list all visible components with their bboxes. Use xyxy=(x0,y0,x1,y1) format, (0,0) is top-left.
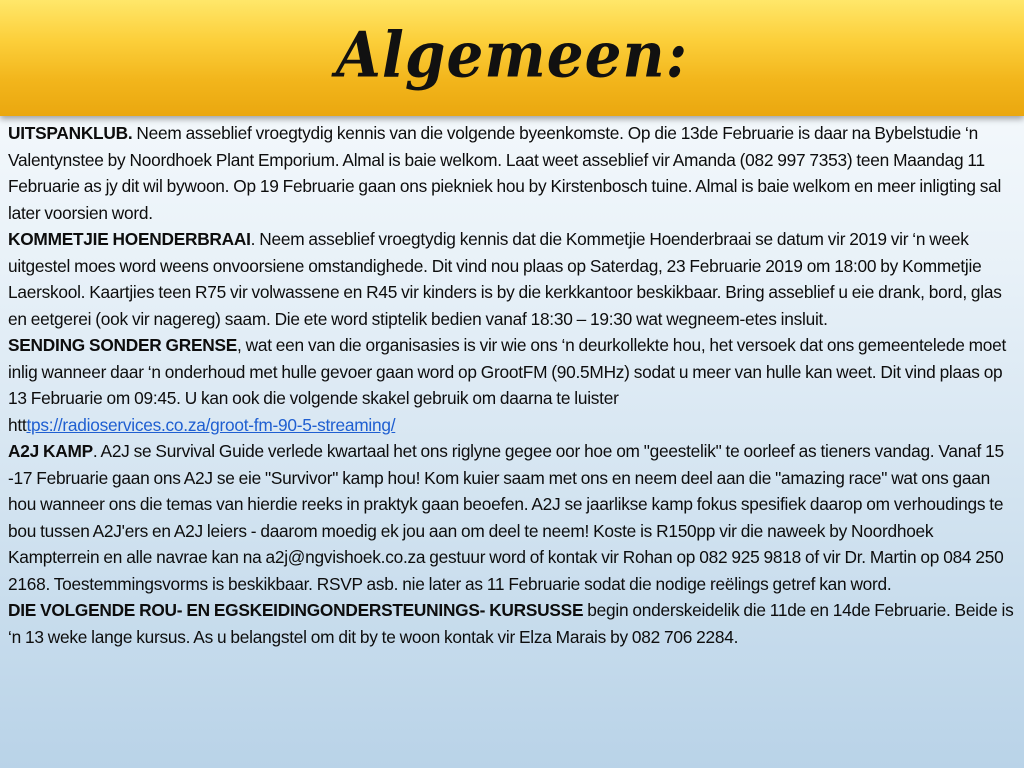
announcement-heading: A2J KAMP xyxy=(8,441,93,461)
page-title: Algemeen: xyxy=(335,18,689,92)
announcement-hoenderbraai xyxy=(8,226,1018,332)
announcements-body xyxy=(8,120,1018,650)
announcement-heading: UITSPANKLUB. xyxy=(8,123,133,143)
announcement-text: . A2J se Survival Guide verlede kwartaal het ons riglyne gegee oor hoe om "geestelik" te oorleef as tieners vandag. Vanaf 15 -17 Februarie gaan ons A2J se eie "Survivor" kamp hou! Kom kuier saam met ons en neem deel aan die "amazing race" wat ons gaan hou wanneer ons die temas van hierdie reeks in praktyk gaan beoefen. A2J se jaarlikse kamp fokus spesifiek daarop om verhoudings te bou tussen A2J'ers en A2J leiers - daarom moedig ek jou aan om deel te neem! Koste is R150pp vir die naweek by Noordhoek Kampterrein en alle navrae kan na a2j@ngvishoek.co.za gestuur word of kontak vir Rohan op 082 925 9818 of vir Dr. Martin op 084 250 2168. Toestemmingsvorms is beskikbaar. RSVP asb. nie later as 11 Februarie sodat die nodige reëlings getref kan word. xyxy=(8,441,1004,594)
link-prefix: htt xyxy=(8,414,27,435)
title-banner xyxy=(0,0,1024,116)
announcement-uitspanklub xyxy=(8,120,1018,226)
announcement-text: Neem asseblief vroegtydig kennis van die volgende byeenkomste. Op die 13de Februarie is daar na Bybelstudie ‘n Valentynstee by Noordhoek Plant Emporium. Almal is baie welkom. Laat weet asseblief vir Amanda (082 997 7353) teen Maandag 11 Februarie as jy dit wil bywoon. Op 19 Februarie gaan ons piekniek hou by Kirstenbosch tuine. Almal is baie welkom en meer inligting sal later voorsien word. xyxy=(8,123,1002,223)
announcement-kursusse xyxy=(8,597,1018,650)
streaming-link[interactable]: tps://radioservices.co.za/groot-fm-90-5-streaming/ xyxy=(26,414,396,435)
announcement-heading: DIE VOLGENDE ROU- EN EGSKEIDINGONDERSTEUNINGS- KURSUSSE xyxy=(8,600,584,620)
announcement-heading: SENDING SONDER GRENSE xyxy=(8,335,238,355)
announcement-text: begin onderskeidelik die 11de en 14de Februarie. Beide is ‘n 13 weke lange kursus. As u belangstel om dit by te woon kontak vir Elza Marais by 082 706 2284. xyxy=(8,600,1014,647)
announcement-text: . Neem asseblief vroegtydig kennis dat die Kommetjie Hoenderbraai se datum vir 2019 vir ‘n week uitgestel moes word weens onvoorsiene omstandighede. Dit vind nou plaas op Saterdag, 23 Februarie 2019 om 18:00 by Kommetjie Laerskool. Kaartjies teen R75 vir volwassene en R45 vir kinders is by die kerkkantoor beskikbaar. Bring asseblief u eie drank, bord, glas en eetgerei (ook vir nagereg) saam. Die ete word stiptelik bedien vanaf 18:30 – 19:30 wat wegneem-etes insluit. xyxy=(8,229,1002,329)
announcement-heading: KOMMETJIE HOENDERBRAAI xyxy=(8,229,251,249)
announcement-text: , wat een van die organisasies is vir wie ons ‘n deurkollekte hou, het versoek dat ons gemeentelede moet inlig wanneer daar ‘n onderhoud met hulle gevoer gaan word op GrootFM (90.5MHz) sodat u meer van hulle kan weet. Dit vind plaas op 13 Februarie om 09:45. U kan ook die volgende skakel gebruik om daarna te luister xyxy=(8,335,1007,408)
announcement-a2j-kamp xyxy=(8,438,1018,597)
announcement-sending-sonder-grense xyxy=(8,332,1018,438)
